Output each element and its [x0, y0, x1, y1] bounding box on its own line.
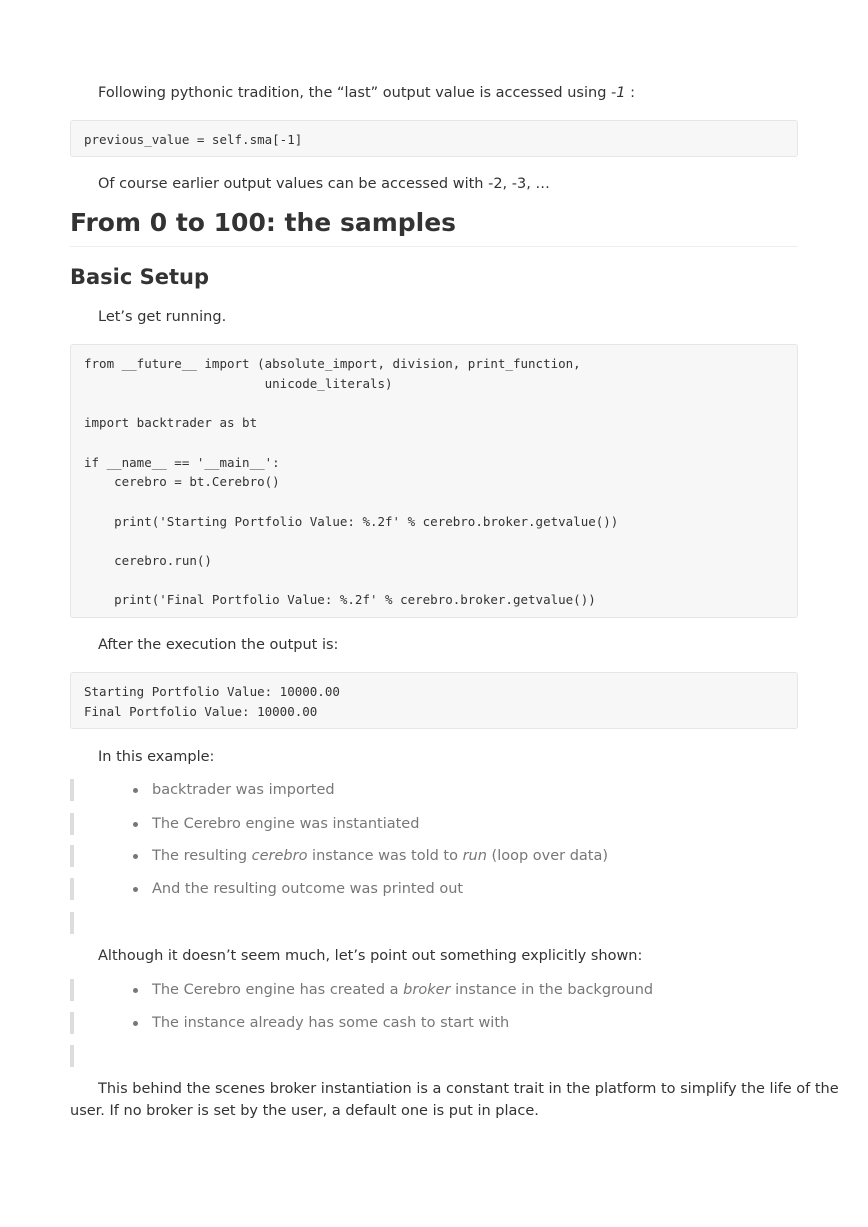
- list-item-text: The Cerebro engine has created a broker instance in the background: [152, 982, 654, 998]
- blockquote-end: [70, 912, 798, 934]
- blockquote-end: [70, 1045, 798, 1067]
- paragraph-explicitly-shown: Although it doesn’t seem much, let’s point out something explicitly shown:: [98, 948, 643, 964]
- blockquote-bar: [70, 912, 74, 934]
- paragraph-earlier-values: Of course earlier output values can be accessed with -2, -3, …: [98, 176, 550, 192]
- list-item-text: backtrader was imported: [152, 782, 335, 798]
- code-block-output: Starting Portfolio Value: 10000.00 Final Portfolio Value: 10000.00: [70, 672, 798, 729]
- list-item: [70, 1012, 798, 1034]
- blockquote-bar: [70, 979, 74, 1001]
- list-item: [70, 813, 798, 835]
- section-heading: From 0 to 100: the samples: [70, 208, 457, 237]
- bullet-icon: [133, 1021, 138, 1026]
- blockquote-bar: [70, 1012, 74, 1034]
- bullet-icon: [133, 788, 138, 793]
- paragraph-line: user. If no broker is set by the user, a default one is put in place.: [70, 1103, 539, 1119]
- blockquote-bar: [70, 813, 74, 835]
- list-item: [70, 979, 798, 1001]
- code-block-previous-value: previous_value = self.sma[-1]: [70, 120, 798, 157]
- paragraph-in-this-example: In this example:: [98, 749, 215, 765]
- paragraph-last-value: [70, 82, 635, 104]
- list-item-text: The resulting cerebro instance was told to run (loop over data): [152, 848, 609, 864]
- paragraph-text: Following pythonic tradition, the “last” output value is accessed using: [98, 85, 612, 101]
- blockquote-bar: [70, 878, 74, 900]
- emphasis-minus-one: -1: [611, 85, 626, 101]
- paragraph-text: :: [625, 85, 635, 101]
- list-item: [70, 779, 798, 801]
- paragraph-after-execution: After the execution the output is:: [98, 637, 339, 653]
- heading-divider: [70, 246, 798, 247]
- list-item: [70, 845, 798, 867]
- paragraph-get-running: Let’s get running.: [98, 309, 227, 325]
- list-item-text: The Cerebro engine was instantiated: [152, 816, 420, 832]
- bullet-icon: [133, 988, 138, 993]
- bullet-icon: [133, 854, 138, 859]
- bullet-icon: [133, 887, 138, 892]
- blockquote-bar: [70, 1045, 74, 1067]
- subsection-heading: Basic Setup: [70, 265, 210, 289]
- blockquote-bar: [70, 779, 74, 801]
- paragraph-broker-instantiation: [70, 1078, 839, 1122]
- list-item-text: The instance already has some cash to start with: [152, 1015, 510, 1031]
- code-block-basic-setup: from __future__ import (absolute_import, division, print_function, unicode_literals) import backtrader as bt if __name__ == '__main__': cerebro = bt.Cerebro() print('Starting Portfolio Value: %.2f' % cerebro.broker.getvalue()) cerebro.run() print('Final Portfolio Value: %.2f' % cerebro.broker.getvalue()): [70, 344, 798, 618]
- list-item-text: And the resulting outcome was printed out: [152, 881, 464, 897]
- blockquote-bar: [70, 845, 74, 867]
- paragraph-line: This behind the scenes broker instantiation is a constant trait in the platform to simplify the life of the: [98, 1081, 839, 1097]
- list-item: [70, 878, 798, 900]
- bullet-icon: [133, 822, 138, 827]
